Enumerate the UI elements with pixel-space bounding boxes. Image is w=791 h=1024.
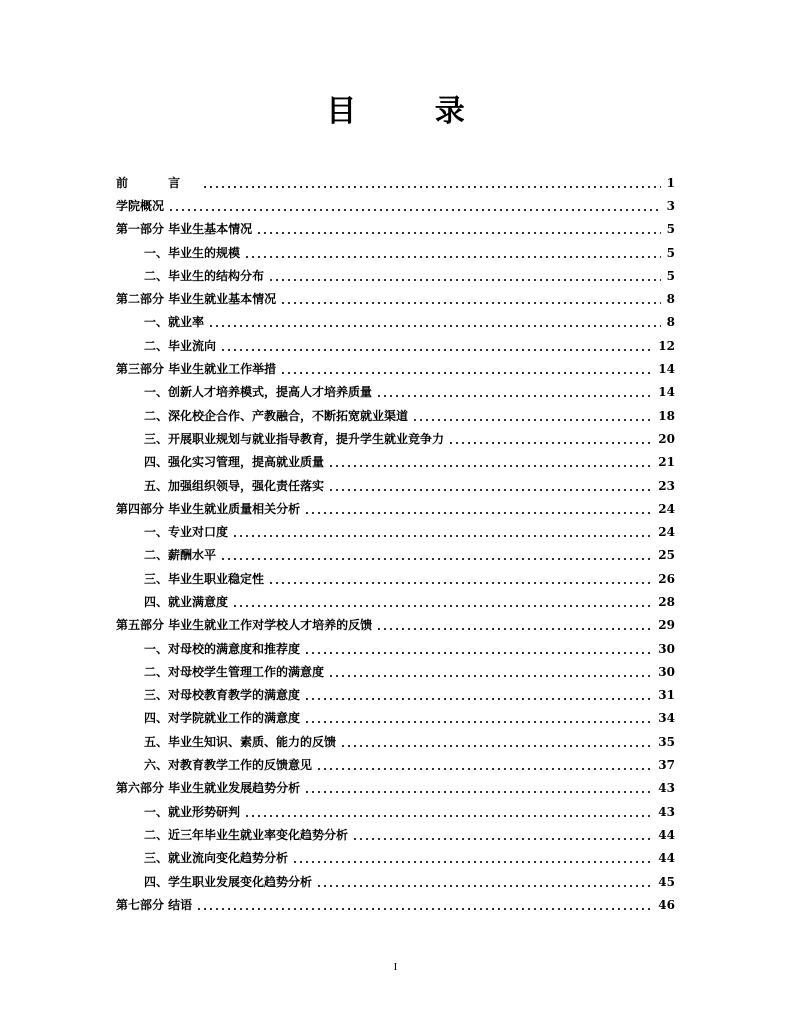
toc-subentry[interactable] — [116, 451, 675, 474]
toc-page-number: 28 — [658, 594, 675, 609]
toc-entry-label: 三、毕业生职业稳定性 — [144, 571, 265, 586]
toc-dot-leader — [202, 186, 661, 188]
toc-subentry[interactable] — [116, 800, 675, 823]
toc-subentry[interactable] — [116, 637, 675, 660]
toc-page-number: 44 — [658, 851, 675, 866]
toc-dot-leader — [304, 698, 654, 700]
toc-entry[interactable] — [116, 218, 675, 241]
toc-page-number: 43 — [658, 804, 675, 819]
toc-subentry[interactable] — [116, 264, 675, 287]
toc-page-number: 14 — [658, 362, 675, 377]
toc-dot-leader — [376, 628, 654, 630]
toc-entry-label: 一、毕业生的规模 — [144, 245, 241, 260]
toc-subentry[interactable] — [116, 241, 675, 264]
toc-page-number: 29 — [658, 618, 675, 633]
toc-dot-leader — [232, 605, 654, 607]
toc-page-number: 14 — [658, 385, 675, 400]
toc-page-number: 20 — [658, 431, 675, 446]
toc-dot-leader — [304, 791, 654, 793]
toc-entry-label: 二、深化校企合作、产教融合，不断拓宽就业渠道 — [144, 408, 409, 423]
toc-subentry[interactable] — [116, 404, 675, 427]
toc-entry-label: 二、薪酬水平 — [144, 548, 217, 563]
toc-subentry[interactable] — [116, 427, 675, 450]
toc-subentry[interactable] — [116, 567, 675, 590]
toc-entry-label: 二、近三年毕业生就业率变化趋势分析 — [144, 827, 349, 842]
toc-subentry[interactable] — [116, 474, 675, 497]
toc-subentry[interactable] — [116, 870, 675, 893]
toc-page-number: 37 — [658, 758, 675, 773]
toc-dot-leader — [316, 768, 654, 770]
toc-page-number: 45 — [658, 874, 675, 889]
toc-entry-label: 四、强化实习管理，提高就业质量 — [144, 455, 325, 470]
toc-page-number: 3 — [666, 198, 675, 213]
toc-page-number: 35 — [658, 734, 675, 749]
toc-dot-leader — [196, 908, 654, 910]
toc-page-number: 5 — [666, 268, 675, 283]
toc-subentry[interactable] — [116, 707, 675, 730]
toc-dot-leader — [220, 349, 654, 351]
toc-entry-label: 二、毕业生的结构分布 — [144, 268, 265, 283]
toc-dot-leader — [268, 582, 654, 584]
table-of-contents — [116, 171, 675, 917]
toc-subentry[interactable] — [116, 544, 675, 567]
toc-subentry[interactable] — [116, 847, 675, 870]
toc-page-number: 46 — [658, 897, 675, 912]
toc-dot-leader — [168, 209, 661, 211]
toc-page-number: 34 — [658, 711, 675, 726]
toc-entry-label: 一、创新人才培养模式，提高人才培养质量 — [144, 385, 373, 400]
toc-page-number: 26 — [658, 571, 675, 586]
toc-dot-leader — [256, 232, 661, 234]
toc-subentry[interactable] — [116, 520, 675, 543]
toc-dot-leader — [304, 652, 654, 654]
toc-page-number: 18 — [658, 408, 675, 423]
toc-entry-label: 第二部分 毕业生就业基本情况 — [116, 292, 277, 307]
toc-entry[interactable] — [116, 194, 675, 217]
toc-entry-label: 三、对母校教育教学的满意度 — [144, 688, 301, 703]
toc-dot-leader — [340, 745, 654, 747]
toc-entry-label: 一、就业率 — [144, 315, 205, 330]
toc-entry-label: 四、学生职业发展变化趋势分析 — [144, 874, 313, 889]
toc-page-number: 31 — [658, 688, 675, 703]
toc-dot-leader — [244, 256, 661, 258]
toc-dot-leader — [268, 279, 661, 281]
toc-dot-leader — [448, 442, 654, 444]
toc-dot-leader — [328, 489, 654, 491]
toc-entry-label: 六、对教育教学工作的反馈意见 — [144, 758, 313, 773]
toc-subentry[interactable] — [116, 730, 675, 753]
toc-entry-label: 二、毕业流向 — [144, 338, 217, 353]
toc-page-number: 24 — [658, 525, 675, 540]
toc-subentry[interactable] — [116, 753, 675, 776]
toc-dot-leader — [376, 395, 654, 397]
toc-subentry[interactable] — [116, 334, 675, 357]
toc-entry-label: 五、毕业生知识、素质、能力的反馈 — [144, 734, 337, 749]
toc-page-number: 24 — [658, 501, 675, 516]
page-number: I — [393, 961, 398, 973]
toc-page-number: 23 — [658, 478, 675, 493]
toc-entry-label: 学院概况 — [116, 198, 165, 213]
toc-subentry[interactable] — [116, 381, 675, 404]
toc-dot-leader — [412, 419, 654, 421]
toc-dot-leader — [220, 558, 654, 560]
toc-dot-leader — [352, 838, 654, 840]
toc-entry-label: 一、对母校的满意度和推荐度 — [144, 641, 301, 656]
toc-page-number: 5 — [666, 222, 675, 237]
toc-subentry[interactable] — [116, 311, 675, 334]
toc-entry[interactable] — [116, 777, 675, 800]
toc-page-number: 8 — [666, 315, 675, 330]
toc-page-number: 25 — [658, 548, 675, 563]
toc-entry-label: 第一部分 毕业生基本情况 — [116, 222, 253, 237]
toc-dot-leader — [292, 861, 654, 863]
toc-entry-label: 第七部分 结语 — [116, 897, 193, 912]
toc-page-number: 1 — [666, 175, 675, 190]
toc-entry-label: 第四部分 毕业生就业质量相关分析 — [116, 501, 301, 516]
toc-subentry[interactable] — [116, 823, 675, 846]
toc-entry-label: 第三部分 毕业生就业工作举措 — [116, 362, 277, 377]
toc-entry-label: 一、专业对口度 — [144, 525, 229, 540]
page-title: 目 录 — [326, 94, 499, 129]
toc-entry-label: 三、就业流向变化趋势分析 — [144, 851, 289, 866]
toc-entry-label: 四、就业满意度 — [144, 594, 229, 609]
toc-subentry[interactable] — [116, 590, 675, 613]
toc-dot-leader — [328, 465, 654, 467]
toc-page-number: 43 — [658, 781, 675, 796]
toc-entry[interactable] — [116, 614, 675, 637]
toc-page-number: 30 — [658, 664, 675, 679]
toc-page-number: 12 — [658, 338, 675, 353]
toc-entry[interactable] — [116, 287, 675, 310]
toc-entry-label: 三、开展职业规划与就业指导教育，提升学生就业竞争力 — [144, 431, 445, 446]
toc-page-number: 8 — [666, 292, 675, 307]
toc-page-number: 30 — [658, 641, 675, 656]
toc-dot-leader — [304, 721, 654, 723]
toc-entry[interactable] — [116, 497, 675, 520]
toc-entry-label: 第五部分 毕业生就业工作对学校人才培养的反馈 — [116, 618, 373, 633]
toc-dot-leader — [316, 885, 654, 887]
toc-entry[interactable] — [116, 171, 675, 194]
toc-entry-label: 二、对母校学生管理工作的满意度 — [144, 664, 325, 679]
toc-entry-label: 一、就业形势研判 — [144, 804, 241, 819]
toc-entry-label: 四、对学院就业工作的满意度 — [144, 711, 301, 726]
toc-dot-leader — [280, 372, 654, 374]
toc-dot-leader — [232, 535, 654, 537]
toc-entry-label: 前 言 — [116, 175, 199, 190]
toc-entry-label: 第六部分 毕业生就业发展趋势分析 — [116, 781, 301, 796]
toc-entry[interactable] — [116, 893, 675, 916]
toc-dot-leader — [208, 325, 661, 327]
toc-page-number: 5 — [666, 245, 675, 260]
toc-subentry[interactable] — [116, 660, 675, 683]
toc-dot-leader — [280, 302, 661, 304]
toc-page-number: 21 — [658, 455, 675, 470]
toc-dot-leader — [304, 512, 654, 514]
toc-subentry[interactable] — [116, 684, 675, 707]
toc-dot-leader — [244, 815, 654, 817]
toc-page-number: 44 — [658, 827, 675, 842]
toc-dot-leader — [328, 675, 654, 677]
toc-entry[interactable] — [116, 357, 675, 380]
toc-entry-label: 五、加强组织领导，强化责任落实 — [144, 478, 325, 493]
